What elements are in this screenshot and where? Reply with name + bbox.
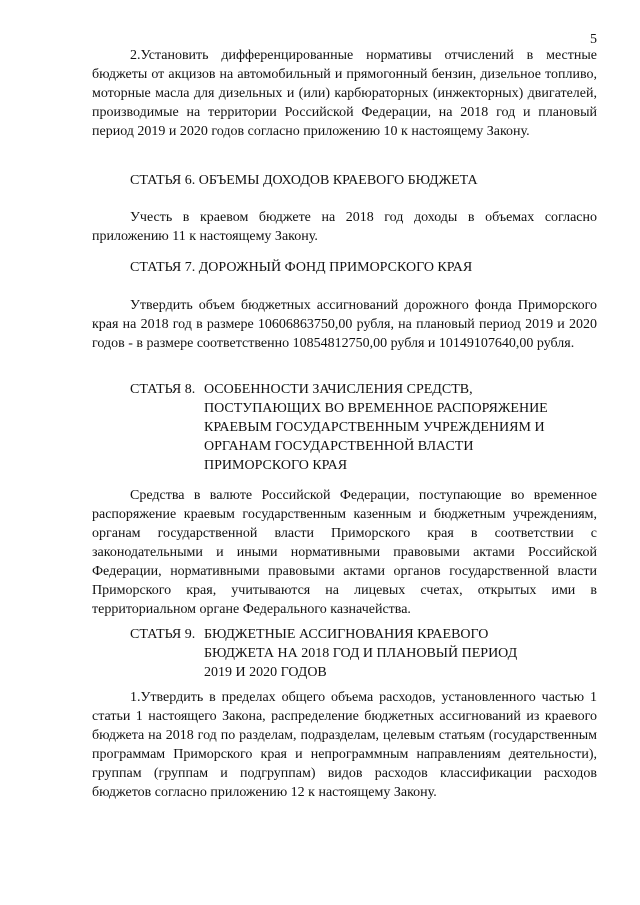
article-8-paragraph: Средства в валюте Российской Федерации, поступающие во временное распоряжение краевым государственным казенным и бюджетным учреждениям, органам государственной власти Приморского края в соответствии с законодательными и иными нормативными правовыми актами Российской Федерации, нормативными правовыми актами органов государственной власти Приморского края, учитываются на лицевых счетах, открытых ими в территориальном органе Федерального казначейства.	[92, 488, 597, 617]
article-6-paragraph: Учесть в краевом бюджете на 2018 год доходы в объемах согласно приложению 11 к настоящему Закону.	[92, 210, 597, 244]
article-8-title: ОСОБЕННОСТИ ЗАЧИСЛЕНИЯ СРЕДСТВ, ПОСТУПАЮЩИХ ВО ВРЕМЕННОЕ РАСПОРЯЖЕНИЕ КРАЕВЫМ ГОСУДАРСТВЕННЫМ УЧРЕЖДЕНИЯМ И ОРГАНАМ ГОСУДАРСТВЕННОЙ ВЛАСТИ ПРИМОРСКОГО КРАЯ	[204, 382, 548, 473]
article-9-heading	[130, 625, 550, 682]
article-6-heading: СТАТЬЯ 6. ОБЪЕМЫ ДОХОДОВ КРАЕВОГО БЮДЖЕТА	[130, 173, 478, 188]
article-9-label: СТАТЬЯ 9.	[130, 627, 196, 642]
article-7-heading: СТАТЬЯ 7. ДОРОЖНЫЙ ФОНД ПРИМОРСКОГО КРАЯ	[130, 260, 473, 275]
article-7-paragraph: Утвердить объем бюджетных ассигнований дорожного фонда Приморского края на 2018 год в размере 10606863750,00 рубля, на плановый период 2019 и 2020 годов - в размере соответственно 10854812750,00 рубля и 10149107640,00 рубля.	[92, 298, 597, 351]
article-8-label: СТАТЬЯ 8.	[130, 382, 196, 397]
article-8-heading	[130, 380, 550, 475]
article-9-paragraph-1: 1.Утвердить в пределах общего объема расходов, установленного частью 1 статьи 1 настоящего Закона, распределение бюджетных ассигнований из краевого бюджета на 2018 год по разделам, подразделам, целевым статьям (государственным программам Приморского края и непрограммным направлениям деятельности), группам (группам и подгруппам) видов расходов классификации расходов бюджетов согласно приложению 12 к настоящему Закону.	[92, 690, 597, 800]
article-5-paragraph-2: 2.Установить дифференцированные нормативы отчислений в местные бюджеты от акцизов на автомобильный и прямогонный бензин, дизельное топливо, моторные масла для дизельных и (или) карбюраторных (инжекторных) двигателей, производимые на территории Российской Федерации, на 2018 год и плановый период 2019 и 2020 годов согласно приложению 10 к настоящему Закону.	[92, 48, 597, 139]
document-page	[92, 0, 597, 905]
page-number: 5	[590, 32, 597, 47]
article-9-title: БЮДЖЕТНЫЕ АССИГНОВАНИЯ КРАЕВОГО БЮДЖЕТА НА 2018 ГОД И ПЛАНОВЫЙ ПЕРИОД 2019 И 2020 ГОДОВ	[204, 627, 518, 680]
